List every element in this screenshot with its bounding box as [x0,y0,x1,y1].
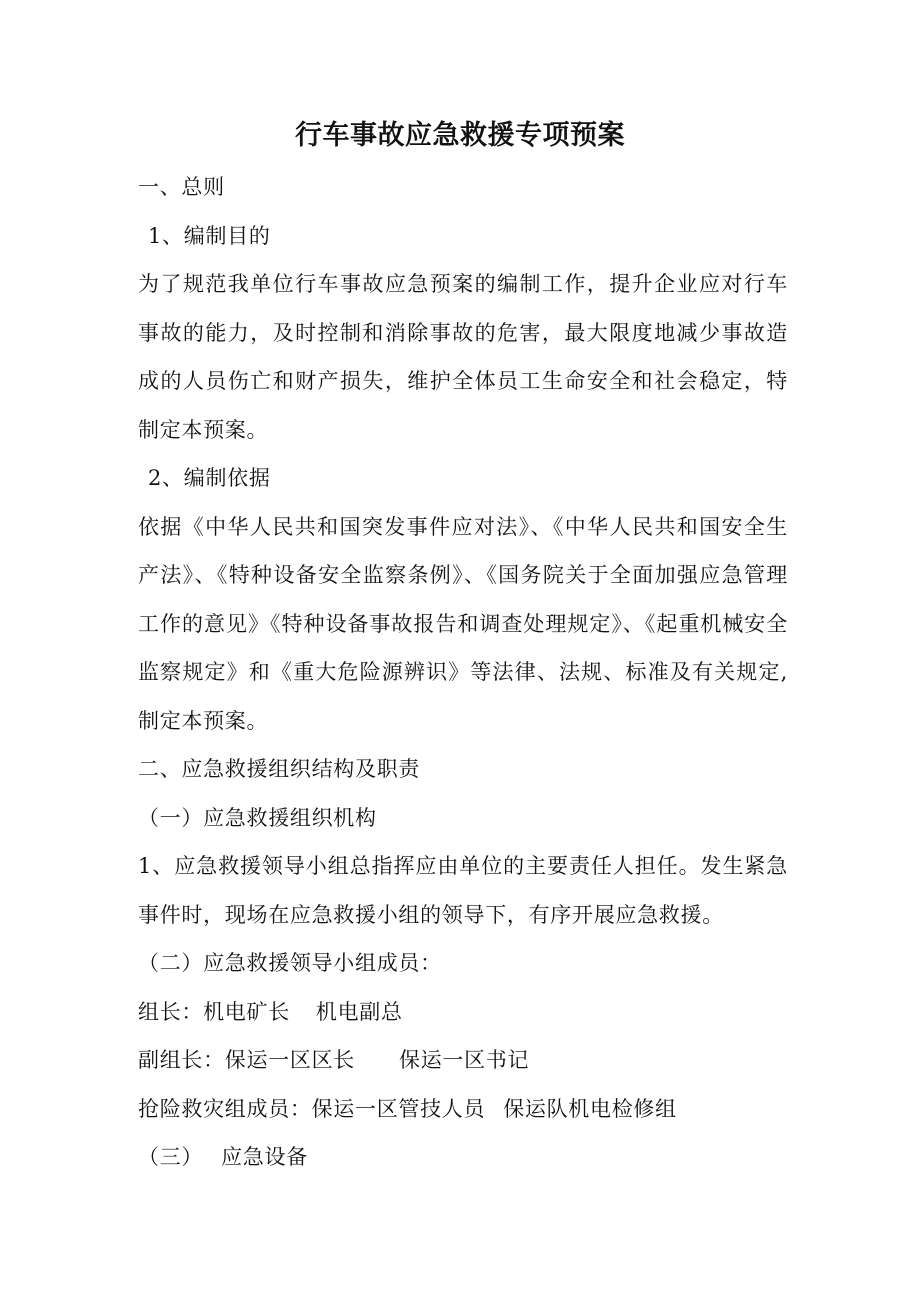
leader-label: 组长：机电矿长 [138,999,290,1024]
deputy-label: 副组长：保运一区区长 [138,1048,355,1072]
paragraph-basis: 依据《中华人民共和国突发事件应对法》、《中华人民共和国安全生产法》、《特种设备安全监察条例》、《国务院关于全面加强应急管理工作的意见》《特种设备事故报告和调查处理规定》、《起重机械安全监察规定》和《重大危险源辨识》等法律、法规、标准及有关规定,制定本预案。 [138,514,788,733]
member-row-leader [138,988,788,1037]
equipment-heading-text: 应急设备 [221,1145,308,1169]
equipment-heading-number: （三） [138,1145,204,1169]
subsection-heading-members: （二）应急救援领导小组成员： [138,951,442,975]
document-body [138,163,788,1182]
paragraph-purpose: 为了规范我单位行车事故应急预案的编制工作，提升企业应对行车事故的能力，及时控制和消除事故的危害，最大限度地减少事故造成的人员伤亡和财产损失，维护全体员工生命安全和社会稳定，特制定本预案。 [138,272,788,442]
rescue-label: 抢险救灾组成员：保运一区管技人员 [138,1096,486,1121]
subsection-heading-org-structure: （一）应急救援组织机构 [138,805,377,830]
section-heading-organization: 二、应急救援组织结构及职责 [138,757,421,781]
section-heading-general: 一、总则 [138,175,225,199]
member-row-rescue [138,1085,788,1134]
member-row-deputy [138,1036,788,1085]
deputy-value: 保运一区书记 [399,1048,530,1072]
document-title: 行车事故应急救援专项预案 [295,120,625,151]
leader-value: 机电副总 [315,999,403,1024]
rescue-value: 保运队机电检修组 [503,1096,677,1121]
subsection-heading-basis: 2、编制依据 [148,466,271,490]
paragraph-org-structure: 1、应急救援领导小组总指挥应由单位的主要责任人担任。发生紧急事件时，现场在应急救援小组的领导下，有序开展应急救援。 [138,854,788,927]
subsection-heading-equipment [138,1133,788,1182]
subsection-heading-purpose: 1、编制目的 [148,223,271,248]
